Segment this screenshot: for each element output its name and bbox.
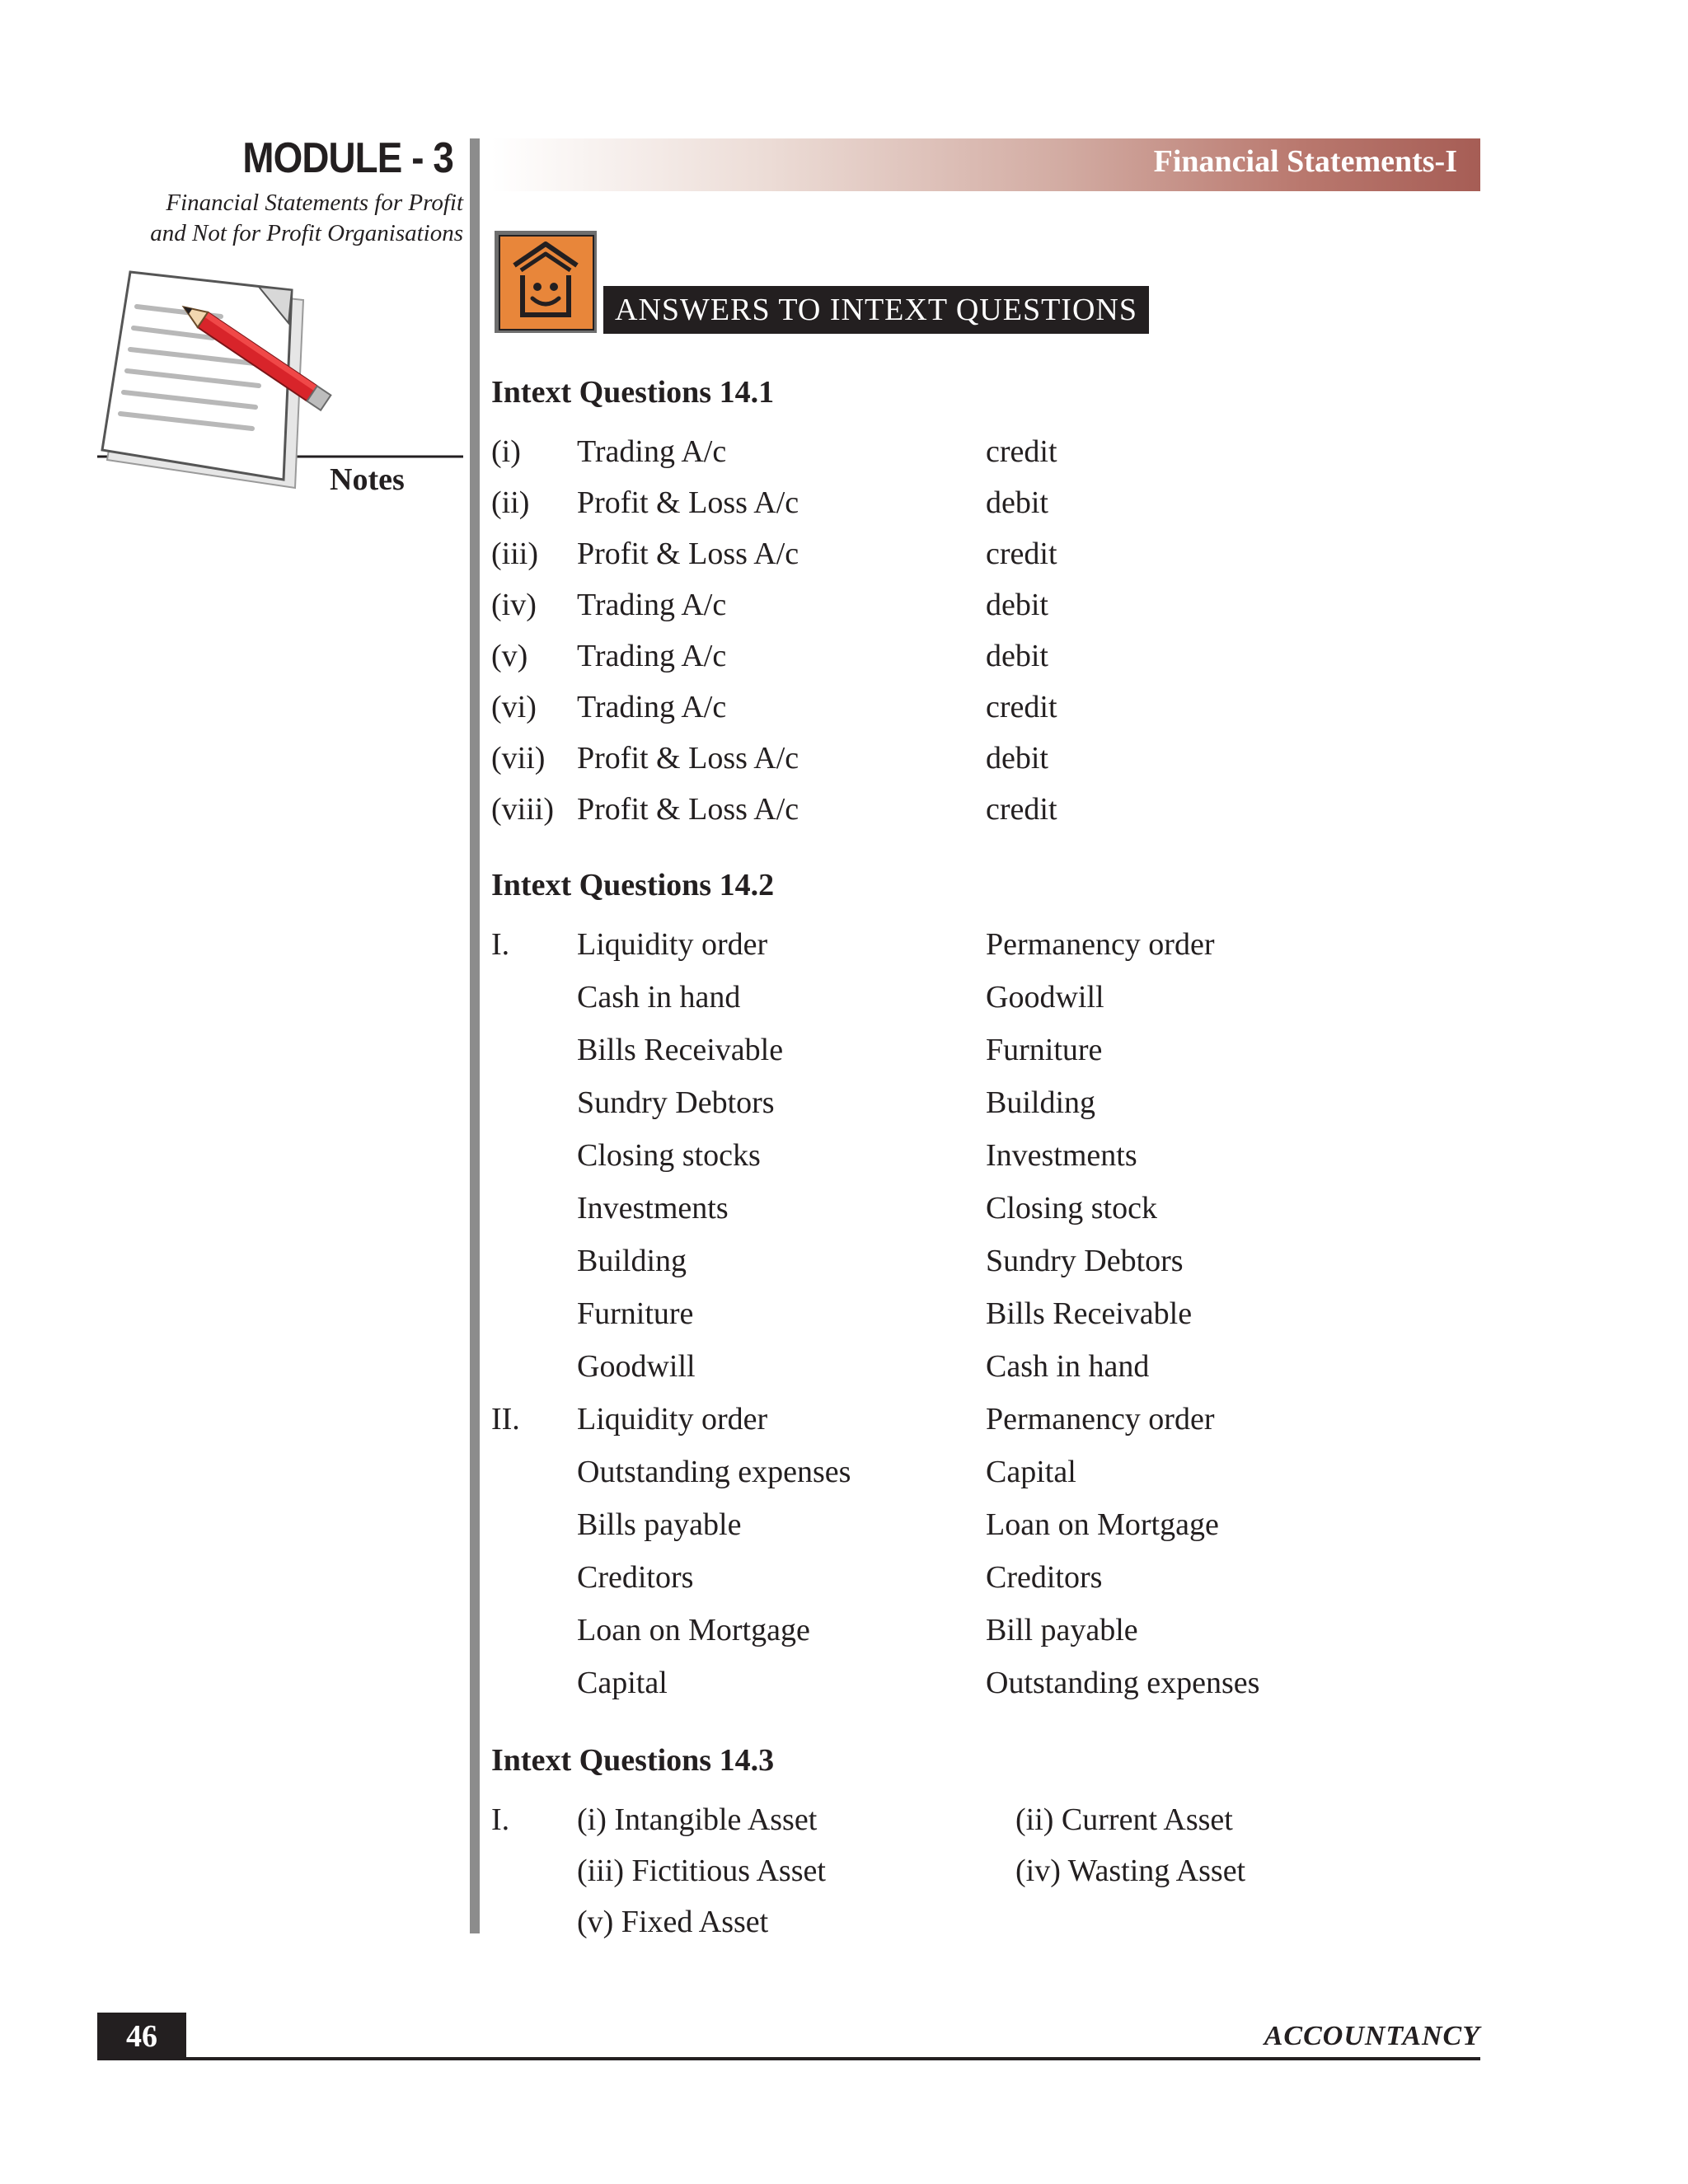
- item-answer-right: (ii) Current Asset: [1015, 1802, 1233, 1837]
- list-item: [491, 684, 1480, 730]
- item-side: debit: [986, 588, 1048, 622]
- item-liquidity: Creditors: [577, 1560, 694, 1595]
- list-item: [491, 1660, 1480, 1706]
- item-number: (iv): [491, 588, 537, 622]
- item-permanency: Capital: [986, 1455, 1076, 1489]
- list-item: [491, 1449, 1480, 1495]
- item-number: (ii): [491, 485, 530, 520]
- list-item: [491, 1080, 1480, 1126]
- item-liquidity: Goodwill: [577, 1349, 696, 1384]
- item-side: debit: [986, 639, 1048, 673]
- item-liquidity: Cash in hand: [577, 980, 741, 1015]
- item-permanency: Creditors: [986, 1560, 1103, 1595]
- item-liquidity: Bills Receivable: [577, 1033, 784, 1067]
- list-item: [491, 582, 1480, 628]
- item-answer-left: (i) Intangible Asset: [577, 1802, 818, 1837]
- item-side: credit: [986, 792, 1057, 827]
- list-item: [491, 1554, 1480, 1601]
- list-item: [491, 1848, 1480, 1894]
- item-side: credit: [986, 537, 1057, 571]
- module-subtitle-line2: and Not for Profit Organisations: [150, 220, 463, 246]
- smiley-house-icon: [493, 229, 598, 335]
- item-permanency: Building: [986, 1085, 1096, 1120]
- item-answer-right: (iv) Wasting Asset: [1015, 1854, 1246, 1888]
- list-item: [491, 1291, 1480, 1337]
- chapter-title: Financial Statements-I: [1153, 144, 1457, 179]
- item-liquidity: Building: [577, 1244, 687, 1278]
- item-liquidity: Outstanding expenses: [577, 1455, 851, 1489]
- item-liquidity: Capital: [577, 1666, 668, 1700]
- page-number: 46: [97, 2013, 186, 2060]
- item-account: Trading A/c: [577, 588, 727, 622]
- item-account: Trading A/c: [577, 639, 727, 673]
- section-title-14-3: Intext Questions 14.3: [491, 1743, 775, 1778]
- list-item: [491, 1607, 1480, 1653]
- list-item: [491, 1396, 1480, 1442]
- item-number: (vii): [491, 741, 546, 776]
- item-answer-left: (v) Fixed Asset: [577, 1905, 769, 1939]
- item-liquidity: Liquidity order: [577, 1402, 768, 1436]
- item-permanency: Sundry Debtors: [986, 1244, 1184, 1278]
- list-item: [491, 974, 1480, 1020]
- item-permanency: Loan on Mortgage: [986, 1507, 1219, 1542]
- list-item: [491, 1343, 1480, 1390]
- list-item: [491, 531, 1480, 577]
- item-liquidity: Loan on Mortgage: [577, 1613, 810, 1647]
- item-number: (iii): [491, 537, 538, 571]
- notes-pencil-icon: [97, 264, 476, 503]
- item-liquidity: Closing stocks: [577, 1138, 761, 1173]
- item-permanency: Bill payable: [986, 1613, 1138, 1647]
- module-subtitle: [99, 188, 463, 249]
- item-liquidity: Sundry Debtors: [577, 1085, 775, 1120]
- item-number: I.: [491, 1802, 510, 1837]
- item-permanency: Outstanding expenses: [986, 1666, 1260, 1700]
- item-permanency: Furniture: [986, 1033, 1103, 1067]
- item-number: (viii): [491, 792, 554, 827]
- item-permanency: Goodwill: [986, 980, 1104, 1015]
- item-number: I.: [491, 927, 510, 962]
- item-account: Profit & Loss A/c: [577, 792, 799, 827]
- item-permanency: Permanency order: [986, 1402, 1215, 1436]
- item-side: credit: [986, 434, 1057, 469]
- list-item: [491, 1899, 1480, 1945]
- list-item: [491, 480, 1480, 526]
- item-account: Profit & Loss A/c: [577, 485, 799, 520]
- item-permanency: Closing stock: [986, 1191, 1157, 1226]
- item-account: Trading A/c: [577, 690, 727, 724]
- list-item: [491, 633, 1480, 679]
- item-side: credit: [986, 690, 1057, 724]
- list-item: [491, 921, 1480, 968]
- module-subtitle-line1: Financial Statements for Profit: [166, 190, 463, 216]
- chapter-header-band: [491, 138, 1480, 191]
- item-number: (vi): [491, 690, 537, 724]
- list-item: [491, 1238, 1480, 1284]
- item-permanency: Investments: [986, 1138, 1137, 1173]
- item-answer-left: (iii) Fictitious Asset: [577, 1854, 826, 1888]
- list-item: [491, 1132, 1480, 1179]
- item-account: Trading A/c: [577, 434, 727, 469]
- item-liquidity: Furniture: [577, 1296, 694, 1331]
- item-number: (i): [491, 434, 521, 469]
- footer-rule: [97, 2057, 1480, 2060]
- list-item: [491, 1797, 1480, 1843]
- footer-subject: ACCOUNTANCY: [1264, 2021, 1480, 2051]
- list-item: [491, 429, 1480, 475]
- section-title-14-1: Intext Questions 14.1: [491, 375, 775, 410]
- section-title-14-2: Intext Questions 14.2: [491, 868, 775, 902]
- list-item: [491, 1027, 1480, 1073]
- item-liquidity: Bills payable: [577, 1507, 742, 1542]
- notes-label: Notes: [330, 462, 405, 497]
- item-side: debit: [986, 741, 1048, 776]
- item-account: Profit & Loss A/c: [577, 741, 799, 776]
- list-item: [491, 735, 1480, 781]
- item-number: (v): [491, 639, 528, 673]
- item-account: Profit & Loss A/c: [577, 537, 799, 571]
- module-title: MODULE - 3: [242, 134, 453, 182]
- item-liquidity: Liquidity order: [577, 927, 768, 962]
- answers-heading: ANSWERS TO INTEXT QUESTIONS: [603, 286, 1149, 334]
- vertical-divider: [470, 138, 480, 1933]
- item-liquidity: Investments: [577, 1191, 729, 1226]
- list-item: [491, 1185, 1480, 1231]
- item-number: II.: [491, 1402, 520, 1436]
- list-item: [491, 786, 1480, 832]
- item-permanency: Bills Receivable: [986, 1296, 1193, 1331]
- item-permanency: Cash in hand: [986, 1349, 1150, 1384]
- list-item: [491, 1502, 1480, 1548]
- item-side: debit: [986, 485, 1048, 520]
- item-permanency: Permanency order: [986, 927, 1215, 962]
